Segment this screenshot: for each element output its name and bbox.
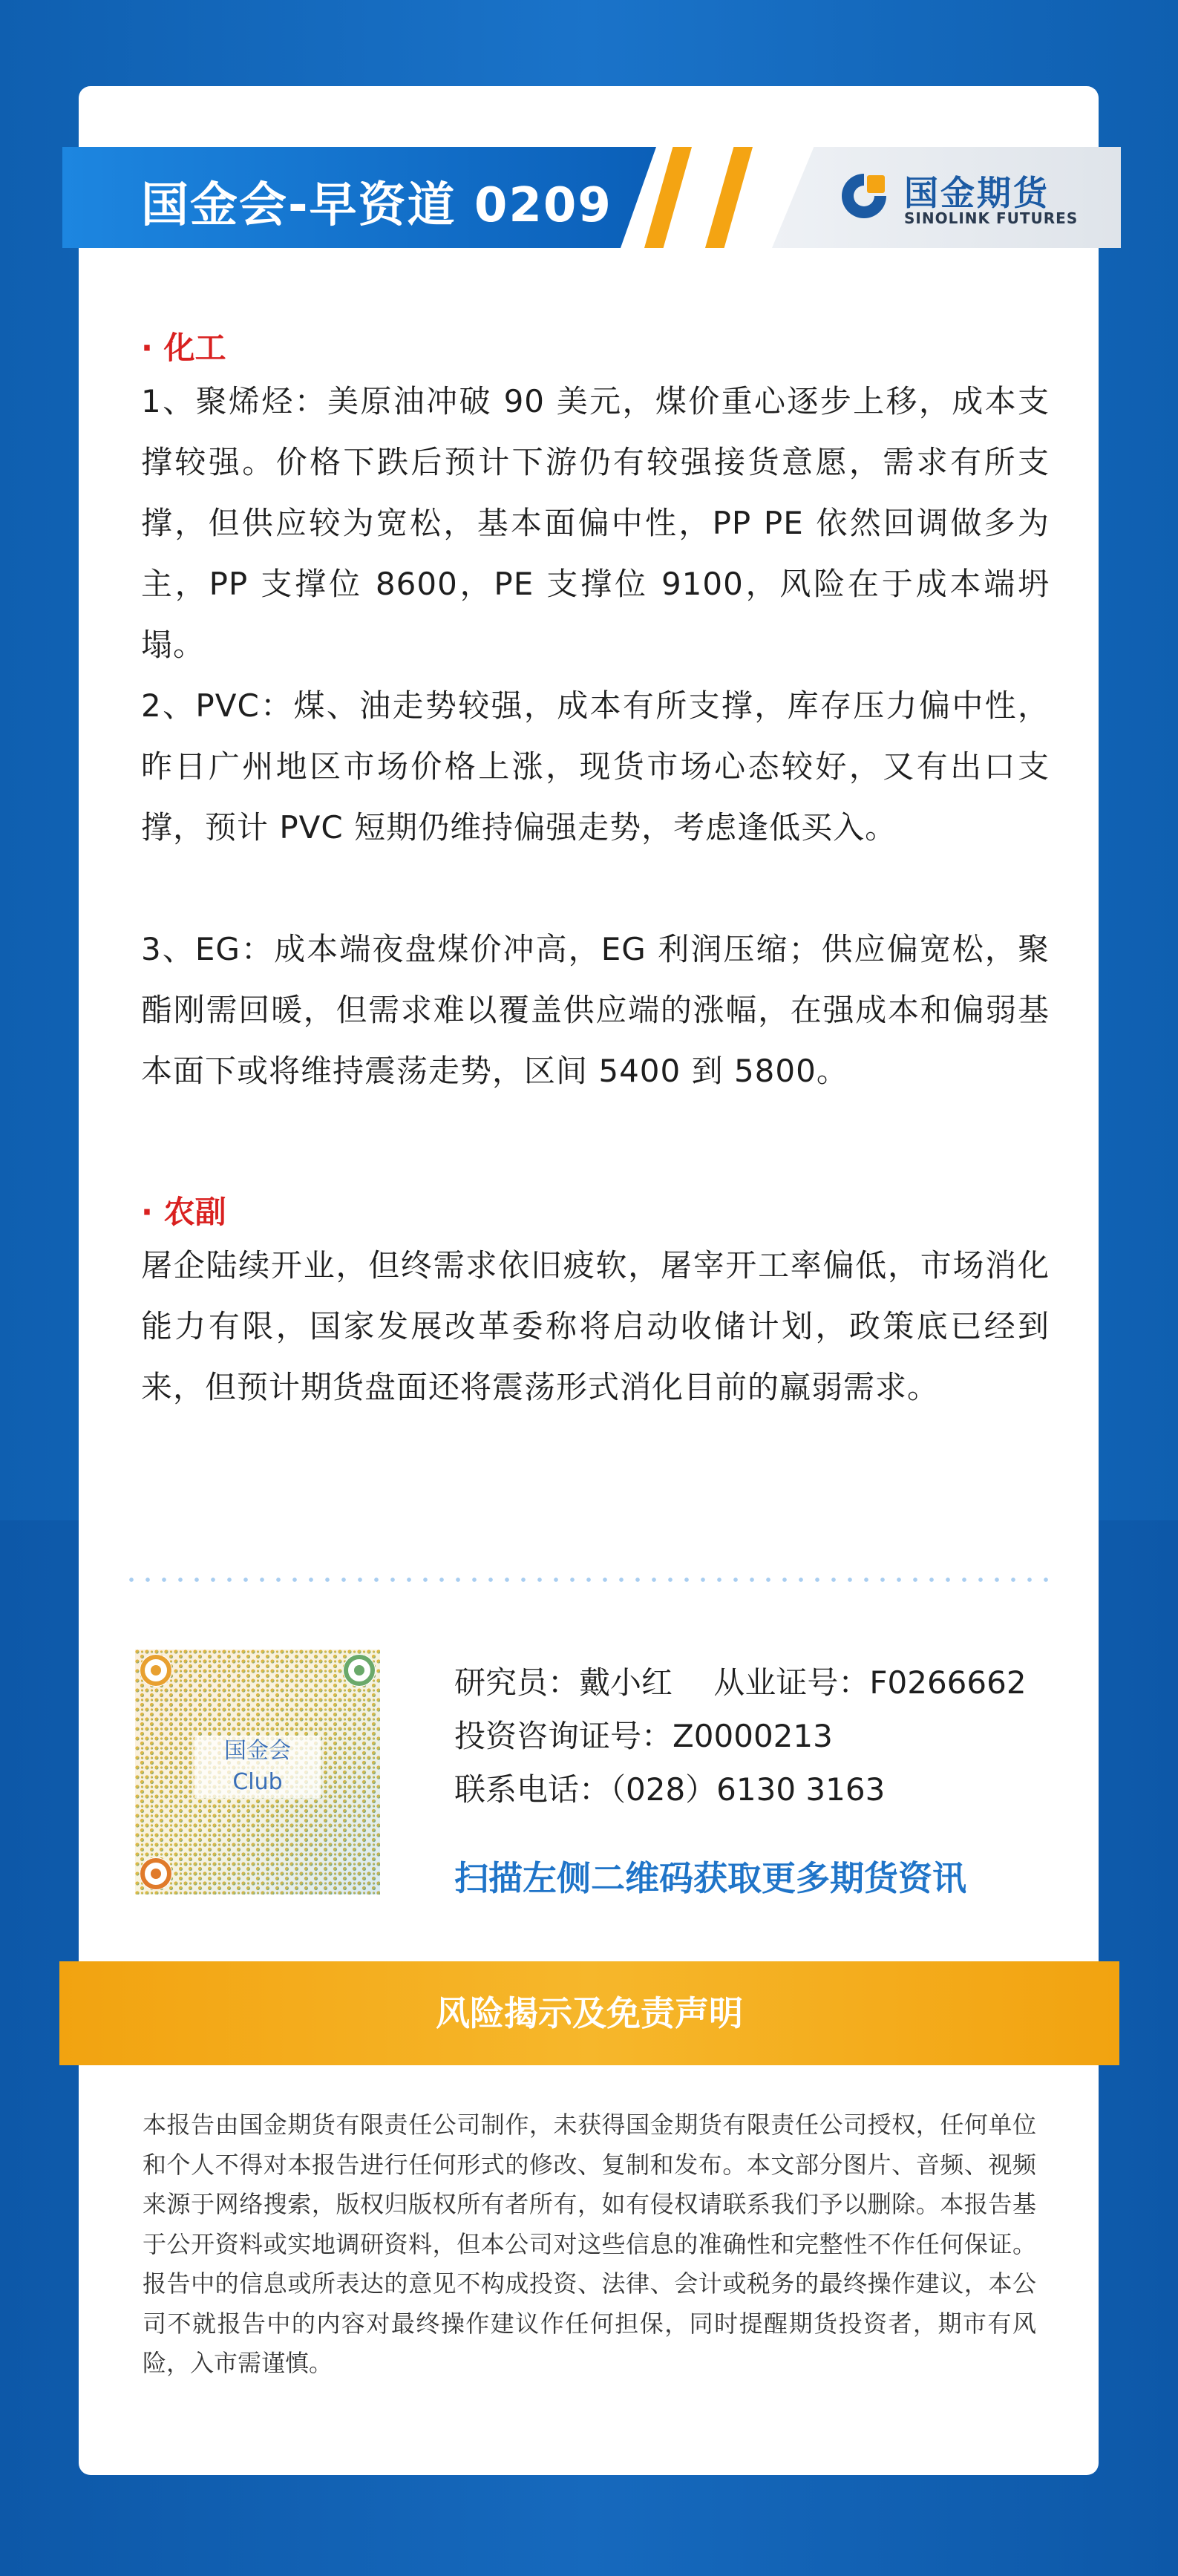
license-info: 投资咨询证号：Z0000213 — [454, 1718, 833, 1754]
risk-title: 风险揭示及免责声明 — [436, 1993, 743, 2033]
paragraph-agriculture: 屠企陆续开业，但终需求依旧疲软，屠宰开工率偏低，市场消化能力有限，国家发展改革委称将启动收储计划，政策底已经到来，但预计期货盘面还将震荡形式消化目前的羸弱需求。 — [141, 1247, 1050, 1405]
paragraph-polyolefin: 1、聚烯烃：美原油冲破 90 美元，煤价重心逐步上移，成本支撑较强。价格下跌后预计下游仍有较强接货意愿，需求有所支撑，但供应较为宽松，基本面偏中性，PP PE 依然回调做多为主，PP 支撑位 8600，PE 支撑位 9100，风险在于成本端坍塌。 — [141, 383, 1050, 663]
scan-qr-prompt: 扫描左侧二维码获取更多期货资讯 — [454, 1858, 966, 1898]
sinolink-logo-icon — [837, 169, 891, 223]
page-title: 国金会-早资道 0209 — [141, 178, 612, 233]
logo-text-cn: 国金期货 — [904, 173, 1050, 213]
disclaimer-text: 本报告由国金期货有限责任公司制作，未获得国金期货有限责任公司授权，任何单位和个人不得对本报告进行任何形式的修改、复制和发布。本文部分图片、音频、视频来源于网络搜索，版权归版权所有者所有，如有侵权请联系我们予以删除。本报告基于公开资料或实地调研资料，但本公司对这些信息的准确性和完整性不作任何保证。报告中的信息或所表达的意见不构成投资、法律、会计或税务的最终操作建议，本公司不就报告中的内容对最终操作建议作任何担保，同时提醒期货投资者，期市有风险，入市需谨慎。 — [143, 2111, 1036, 2377]
logo-text-en: SINOLINK FUTURES — [904, 209, 1079, 227]
paragraph-eg: 3、EG：成本端夜盘煤价冲高，EG 利润压缩；供应偏宽松，聚酯刚需回暖，但需求难以覆盖供应端的涨幅，在强成本和偏弱基本面下或将维持震荡走势，区间 5400 到 5800。 — [141, 931, 1050, 1089]
section-heading-chemicals: · 化工 — [141, 330, 226, 366]
researcher-info: 研究员：戴小红 从业证号：F0266662 — [454, 1664, 1027, 1701]
section-heading-agriculture: · 农副 — [141, 1194, 226, 1230]
qr-center-label: 国金会 Club — [194, 1736, 321, 1798]
phone-info: 联系电话：（028）6130 3163 — [454, 1771, 886, 1808]
dotted-divider — [123, 1578, 1060, 1582]
paragraph-pvc: 2、PVC：煤、油走势较强，成本有所支撑，库存压力偏中性，昨日广州地区市场价格上涨，现货市场心态较好，又有出口支撑，预计 PVC 短期仍维持偏强走势，考虑逢低买入。 — [141, 687, 1050, 846]
